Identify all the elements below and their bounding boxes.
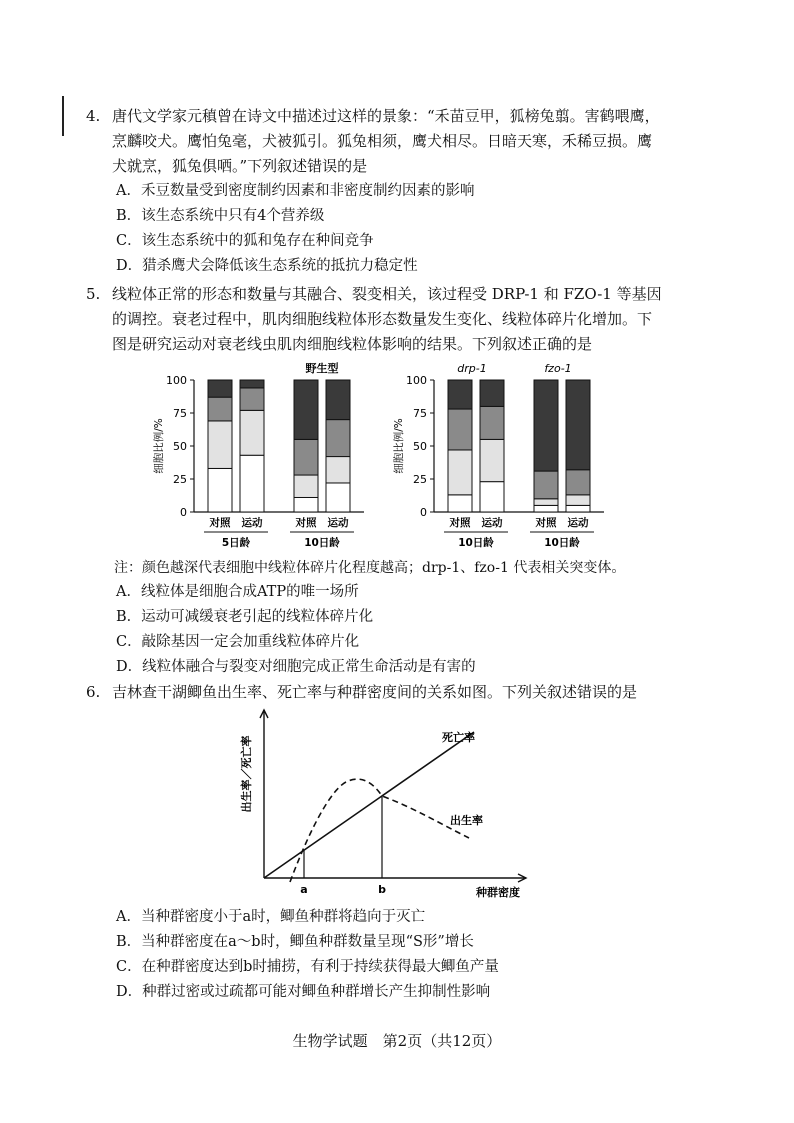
bar-segment — [326, 420, 350, 457]
birth-death-rate-chart — [224, 705, 544, 905]
x-category-label: 运动 — [241, 517, 263, 529]
x-category-label: 对照 — [295, 517, 317, 529]
option-b[interactable]: B．运动可减缓衰老引起的线粒体碎片化 — [116, 609, 374, 625]
option-a[interactable]: A．禾豆数量受到密度制约因素和非密度制约因素的影响 — [116, 183, 475, 199]
question-stem — [112, 104, 686, 179]
option-c[interactable]: C．在种群密度达到b时捕捞，有利于持续获得最大鲫鱼产量 — [116, 959, 499, 975]
question-stem — [112, 282, 686, 357]
bar-segment — [566, 470, 590, 495]
margin-mark — [62, 96, 64, 136]
bar-segment — [480, 482, 504, 512]
bar-segment — [240, 455, 264, 512]
bar-segment — [326, 483, 350, 512]
x-axis-label: 种群密度 — [476, 886, 520, 899]
question-number: 4. — [86, 107, 101, 125]
x-category-label: 对照 — [209, 517, 231, 529]
question-6 — [86, 680, 686, 705]
x-tick-b: b — [378, 883, 386, 896]
option-d[interactable]: D．种群过密或过疏都可能对鲫鱼种群增长产生抑制性影响 — [116, 984, 491, 1000]
x-category-label: 运动 — [327, 517, 349, 529]
bar-segment — [240, 380, 264, 388]
y-tick-label: 75 — [173, 407, 187, 420]
series-label-birth: 出生率 — [450, 814, 483, 827]
question-4 — [86, 104, 686, 279]
bar-segment — [294, 380, 318, 439]
y-axis-label: 细胞比例/% — [393, 418, 405, 474]
bar-segment — [294, 497, 318, 512]
bar-segment — [534, 380, 558, 471]
x-category-label: 运动 — [567, 517, 589, 529]
option-a[interactable]: A．当种群密度小于a时，鲫鱼种群将趋向于灭亡 — [116, 909, 426, 925]
chart-title: 野生型 — [305, 362, 339, 375]
question-6-options — [86, 905, 686, 1005]
y-tick-label: 25 — [413, 473, 427, 486]
question-stem: 吉林查干湖鲫鱼出生率、死亡率与种群密度间的关系如图。下列关叙述错误的是 — [112, 683, 638, 701]
question-number: 6. — [86, 683, 101, 701]
bar-segment — [566, 495, 590, 506]
x-tick-a: a — [300, 883, 308, 896]
y-tick-label: 0 — [180, 506, 187, 519]
page-footer: 生物学试题 第2页（共12页） — [292, 1032, 502, 1050]
bar-segment — [534, 471, 558, 499]
bar-segment — [448, 380, 472, 409]
question-5 — [86, 282, 686, 357]
stem-line: 犬就烹，狐兔俱哂。”下列叙述错误的是 — [112, 157, 368, 175]
option-d[interactable]: D．线粒体融合与裂变对细胞完成正常生命活动是有害的 — [116, 659, 476, 675]
bar-segment — [208, 397, 232, 421]
y-tick-label: 0 — [420, 506, 427, 519]
bar-segment — [448, 409, 472, 450]
stem-line: 的调控。衰老过程中，肌肉细胞线粒体形态数量发生变化、线粒体碎片化增加。下 — [112, 310, 653, 328]
stem-line: 图是研究运动对衰老线虫肌肉细胞线粒体影响的结果。下列叙述正确的是 — [112, 335, 593, 353]
chart-note: 注：颜色越深代表细胞中线粒体碎片化程度越高；drp-1、fzo-1 代表相关突变体。 — [114, 560, 626, 576]
group-label: 10日龄 — [304, 537, 340, 549]
group-label: 10日龄 — [458, 537, 494, 549]
question-number: 5. — [86, 285, 101, 303]
x-category-label: 运动 — [481, 517, 503, 529]
bar-segment — [534, 505, 558, 512]
mitochondria-bar-charts — [150, 358, 610, 558]
bar-segment — [480, 406, 504, 439]
y-tick-label: 100 — [406, 374, 427, 387]
bar-segment — [566, 505, 590, 512]
option-b[interactable]: B．当种群密度在a～b时，鲫鱼种群数量呈现“S形”增长 — [116, 934, 474, 950]
y-axis-label: 出生率／死亡率 — [240, 735, 253, 813]
bar-segment — [294, 439, 318, 475]
bar-segment — [240, 388, 264, 410]
question-5-options — [86, 580, 686, 680]
bar-segment — [294, 475, 318, 497]
option-c[interactable]: C．敲除基因一定会加重线粒体碎片化 — [116, 634, 360, 650]
option-b[interactable]: B．该生态系统中只有4个营养级 — [116, 208, 325, 224]
stem-line: 唐代文学家元稹曾在诗文中描述过这样的景象：“禾苗豆甲，狐榜兔翦。害鹤喂鹰， — [112, 107, 660, 125]
option-a[interactable]: A．线粒体是细胞合成ATP的唯一场所 — [116, 584, 359, 600]
group-label: 5日龄 — [221, 537, 251, 549]
x-category-label: 对照 — [449, 517, 471, 529]
bar-segment — [448, 450, 472, 495]
y-tick-label: 25 — [173, 473, 187, 486]
bar-segment — [448, 495, 472, 512]
series-title: fzo-1 — [544, 362, 572, 375]
stem-line: 烹麟咬犬。鹰怕兔毫，犬被狐引。狐兔相须，鹰犬相尽。日暗天寒，禾稀豆损。鹰 — [112, 132, 653, 150]
bar-segment — [208, 380, 232, 397]
series-title: drp-1 — [457, 362, 487, 375]
bar-segment — [208, 421, 232, 469]
x-category-label: 对照 — [535, 517, 557, 529]
y-tick-label: 50 — [173, 440, 187, 453]
bar-segment — [480, 439, 504, 481]
y-tick-label: 50 — [413, 440, 427, 453]
option-c[interactable]: C．该生态系统中的狐和兔存在种间竞争 — [116, 233, 374, 249]
group-label: 10日龄 — [544, 537, 580, 549]
death-rate-line — [264, 732, 474, 878]
y-tick-label: 75 — [413, 407, 427, 420]
bar-segment — [534, 499, 558, 506]
option-d[interactable]: D．猎杀鹰犬会降低该生态系统的抵抗力稳定性 — [116, 258, 418, 274]
series-label-death: 死亡率 — [442, 731, 475, 744]
bar-segment — [480, 380, 504, 406]
bar-segment — [208, 468, 232, 512]
bar-segment — [240, 410, 264, 455]
stem-line: 线粒体正常的形态和数量与其融合、裂变相关，该过程受 DRP-1 和 FZO-1 等基因 — [112, 285, 662, 303]
bar-segment — [326, 380, 350, 420]
bar-segment — [326, 457, 350, 483]
y-axis-label: 细胞比例/% — [153, 418, 165, 474]
birth-rate-curve — [290, 779, 469, 882]
y-tick-label: 100 — [166, 374, 187, 387]
bar-segment — [566, 380, 590, 470]
